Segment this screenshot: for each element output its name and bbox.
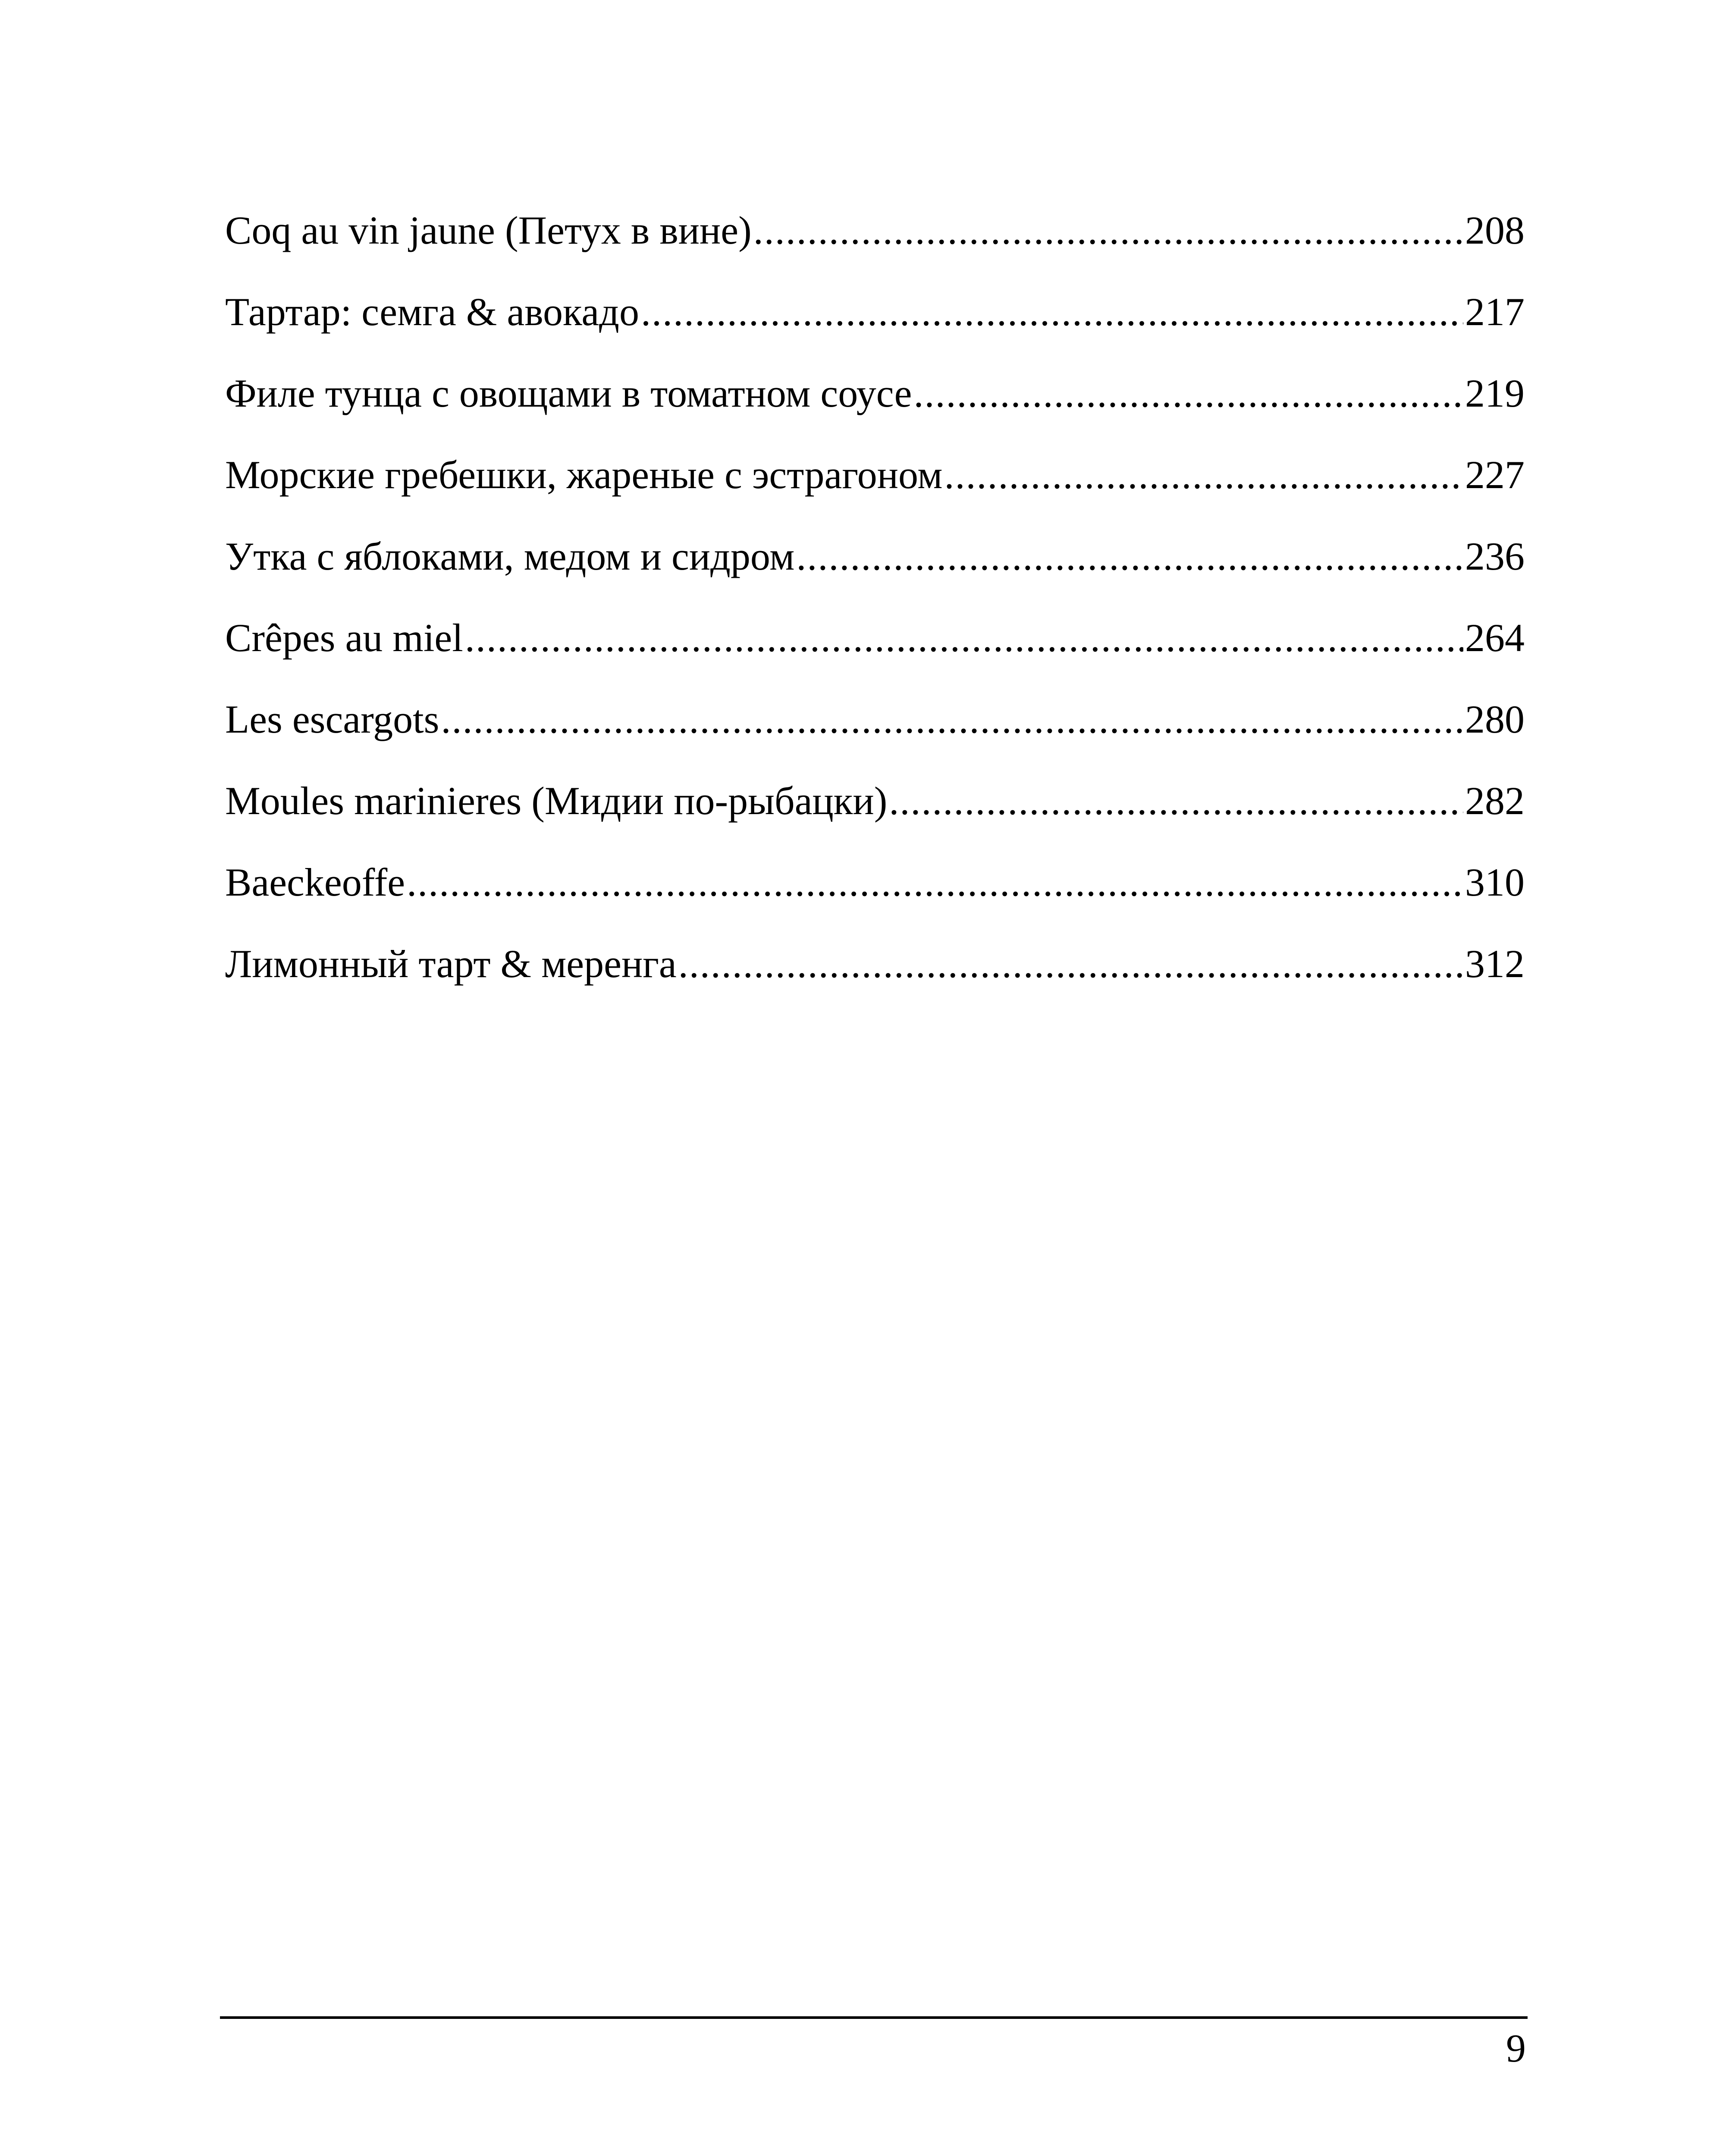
toc-entry-title: Тартар: семга & авокадо <box>225 290 639 334</box>
toc-entry-page: 208 <box>1465 208 1525 252</box>
toc-entry-page: 312 <box>1465 942 1525 986</box>
toc-dot-leader <box>441 679 1463 760</box>
toc-dot-leader <box>641 271 1463 353</box>
toc-entry-title: Филе тунца с овощами в томатном соусе <box>225 371 912 415</box>
toc-entry[interactable] <box>225 679 1525 760</box>
toc-dot-leader <box>796 516 1463 597</box>
toc-dot-leader <box>944 434 1463 516</box>
toc-entry-page: 280 <box>1465 697 1525 741</box>
toc-entry[interactable] <box>225 190 1525 271</box>
toc-entry-page: 219 <box>1465 371 1525 415</box>
toc-entry-page: 236 <box>1465 534 1525 578</box>
toc-entry-page: 282 <box>1465 779 1525 823</box>
toc-dot-leader <box>465 597 1463 679</box>
toc-entry-title: Les escargots <box>225 697 439 741</box>
toc-entry-title: Moules marinieres (Мидии по-рыбацки) <box>225 779 888 823</box>
toc-entry[interactable] <box>225 271 1525 353</box>
toc-entry-page: 217 <box>1465 290 1525 334</box>
toc-entry[interactable] <box>225 353 1525 434</box>
toc-entry-title: Crêpes au miel <box>225 616 463 660</box>
toc-entry-title: Baeckeoffe <box>225 860 405 904</box>
toc-entry[interactable] <box>225 516 1525 597</box>
toc-entry-title: Лимонный тарт & меренга <box>225 942 677 986</box>
toc-entry-title: Морские гребешки, жареные с эстрагоном <box>225 453 943 497</box>
toc-dot-leader <box>913 353 1463 434</box>
toc-entry-page: 310 <box>1465 860 1525 904</box>
toc-entry[interactable] <box>225 842 1525 923</box>
footer-divider <box>220 2016 1528 2019</box>
toc-entry[interactable] <box>225 597 1525 679</box>
toc-dot-leader <box>889 760 1463 842</box>
toc-dot-leader <box>753 190 1463 271</box>
toc-entry-title: Утка с яблоками, медом и сидром <box>225 534 795 578</box>
toc-dot-leader <box>407 842 1463 923</box>
toc-entry[interactable] <box>225 760 1525 842</box>
toc-entry[interactable] <box>225 434 1525 516</box>
toc-entry-page: 227 <box>1465 453 1525 497</box>
toc-entry[interactable] <box>225 923 1525 1005</box>
table-of-contents <box>225 190 1525 1005</box>
toc-entry-page: 264 <box>1465 616 1525 660</box>
toc-entry-title: Coq au vin jaune (Петух в вине) <box>225 208 752 252</box>
page-number: 9 <box>1506 2026 1526 2070</box>
toc-dot-leader <box>678 923 1463 1005</box>
